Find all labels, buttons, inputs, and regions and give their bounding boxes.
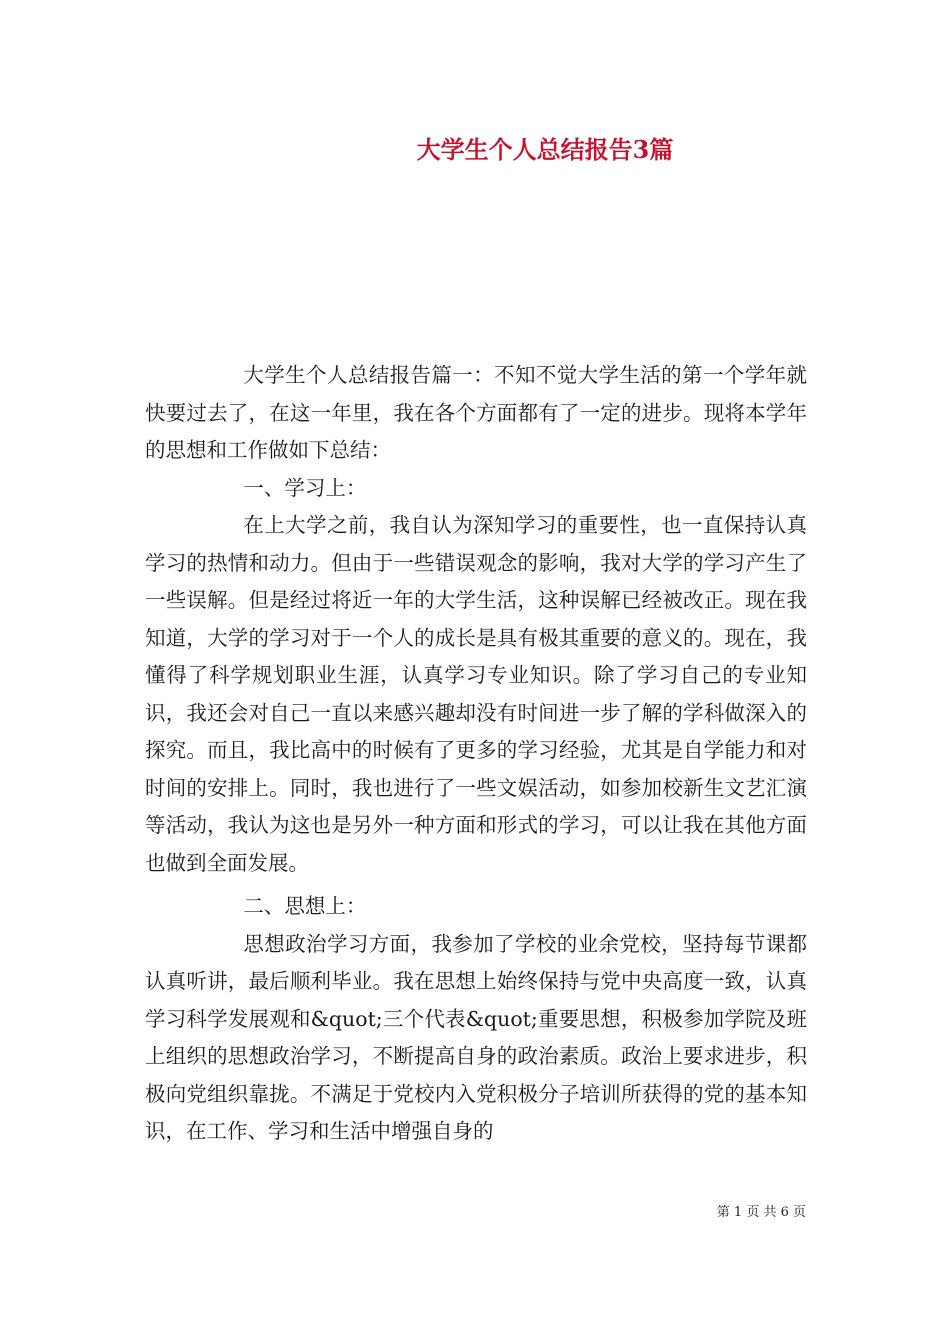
document-title: 大学生个人总结报告3篇 <box>416 135 674 164</box>
page-number-footer: 第 1 页 共 6 页 <box>716 1205 806 1220</box>
document-body <box>145 357 807 1151</box>
section-heading-study: 一、学习上： <box>243 475 367 500</box>
paragraph-intro: 大学生个人总结报告篇一：不知不觉大学生活的第一个学年就快要过去了，在这一年里，我在各个方面都有了一定的进步。现将本学年的思想和工作做如下总结： <box>145 363 807 462</box>
section-heading-thought: 二、思想上： <box>243 894 367 918</box>
paragraph-study: 在上大学之前，我自认为深知学习的重要性，也一直保持认真学习的热情和动力。但由于一些错误观念的影响，我对大学的学习产生了一些误解。但是经过将近一年的大学生活，这种误解已经被改正。现在我知道，大学的学习对于一个人的成长是具有极其重要的意义的。现在，我懂得了科学规划职业生涯，认真学习专业知识。除了学习自己的专业知识，我还会对自己一直以来感兴趣却没有时间进一步了解的学科做深入的探究。而且，我比高中的时候有了更多的学习经验，尤其是自学能力和对时间的安排上。同时，我也进行了一些文娱活动，如参加校新生文艺汇演等活动，我认为这也是另外一种方面和形式的学习，可以让我在其他方面也做到全面发展。 <box>145 513 807 875</box>
paragraph-thought: 思想政治学习方面，我参加了学校的业余党校，坚持每节课都认真听讲，最后顺利毕业。我在思想上始终保持与党中央高度一致，认真学习科学发展观和&quot;三个代表&quot;重要思想，积极参加学院及班上组织的思想政治学习，不断提高自身的政治素质。政治上要求进步，积极向党组织靠拢。不满足于党校内入党积极分子培训所获得的党的基本知识，在工作、学习和生活中增强自身的 <box>145 931 807 1143</box>
